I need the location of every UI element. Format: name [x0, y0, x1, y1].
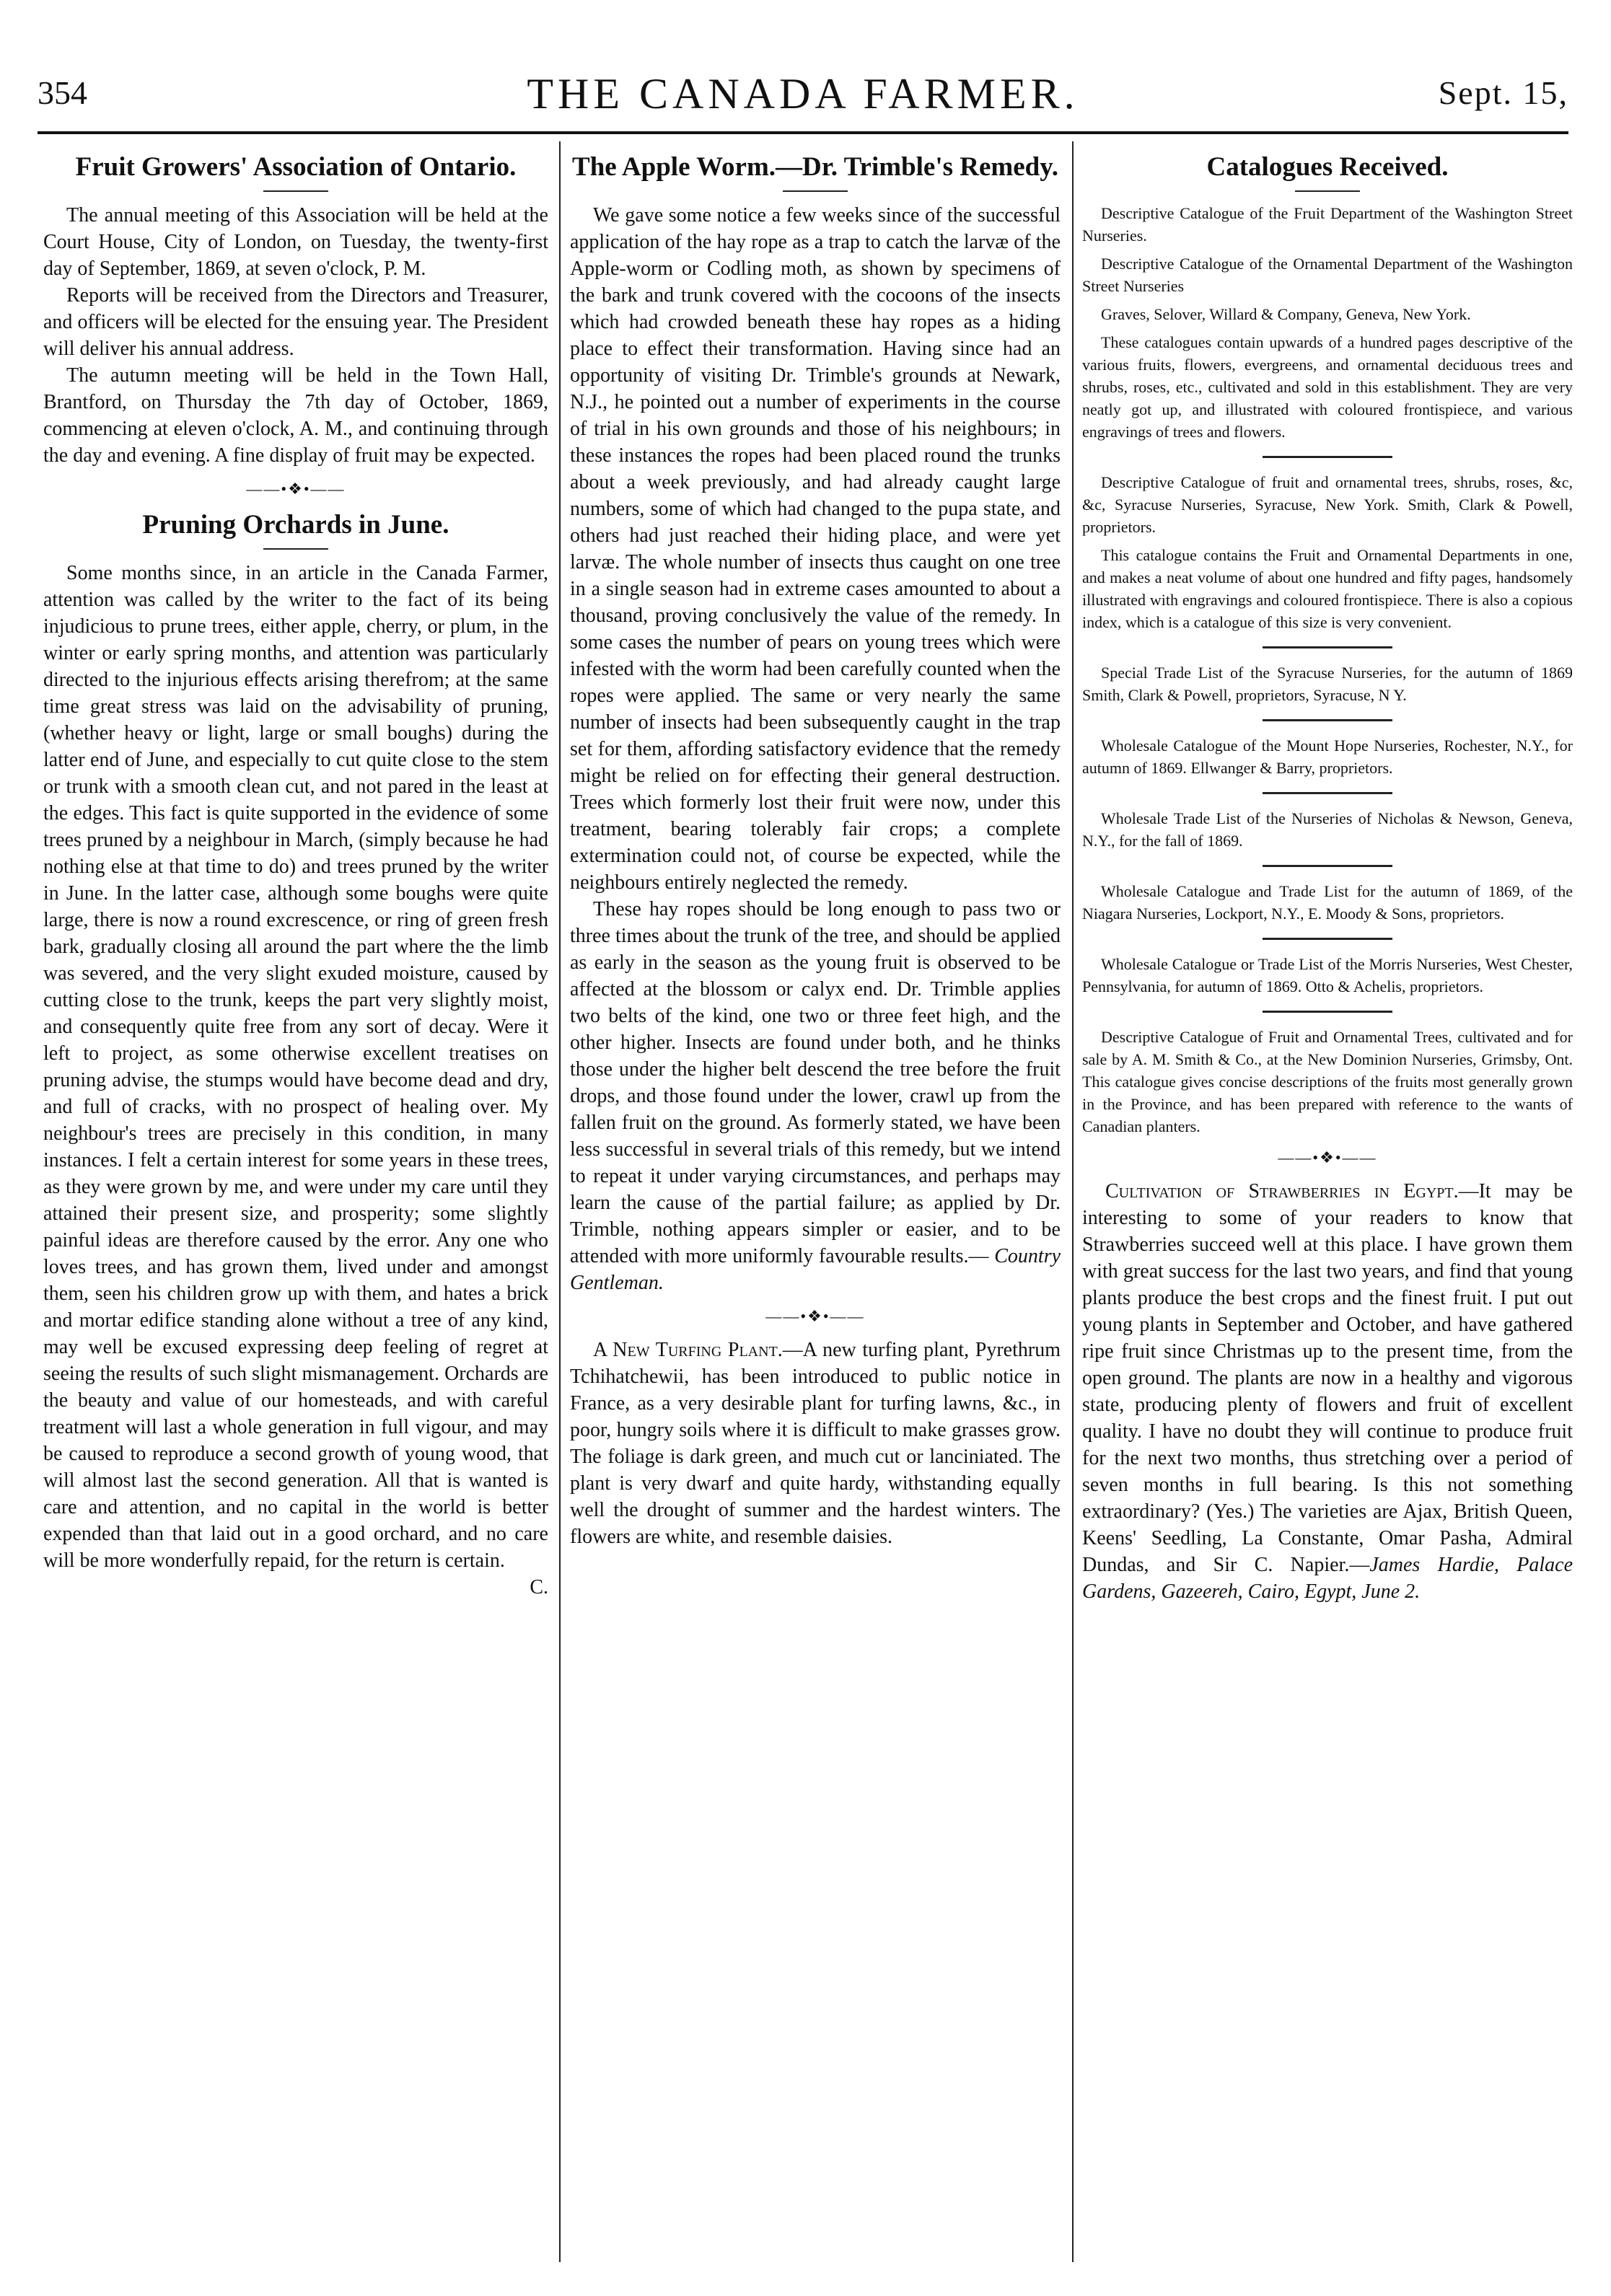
catalogues-heading: Catalogues Received.: [1206, 152, 1449, 182]
column-divider: [559, 141, 561, 2262]
section-ornament: ——•❖•——: [246, 480, 346, 498]
fruit-growers-heading: Fruit Growers' Association of Ontario.: [75, 152, 517, 182]
page-number: 354: [38, 74, 87, 111]
turfing-text: —A new turfing plant, Pyrethrum Tchihatchewii, has been introduced to public notice in France, as a very desirable plant for turfing lawns, &c., in poor, hungry soils where it is difficult to make grasses grow. The foliage is dark green, and much cut or lanciniated. The plant is very dwarf and quite hardy, withstanding equally well the drought of summer and the hardest winters. The flowers are white, and resemble daisies.: [570, 1339, 1061, 1548]
newspaper-title: THE CANADA FARMER.: [527, 70, 1079, 118]
heading-rule: [263, 190, 328, 192]
catalogue-entry: Descriptive Catalogue of the Ornamental Department of the Washington Street Nurseries: [1082, 255, 1573, 295]
catalogue-entry: Wholesale Catalogue or Trade List of the Morris Nurseries, West Chester, Pennsylvania, for autumn of 1869. Otto & Achelis, proprietors.: [1082, 955, 1573, 995]
heading-rule: [783, 190, 848, 192]
catalogue-entry: Descriptive Catalogue of Fruit and Ornamental Trees, cultivated and for sale by A. M. Smith & Co., at the New Dominion Nurseries, Grimsby, Ont. This catalogue gives concise descriptions of the fruits most generally grown in the Province, and has been prepared with reference to the wants of Canadian planters.: [1082, 1028, 1573, 1135]
fruit-growers-paragraph: Reports will be received from the Directors and Treasurer, and officers will be elected for the ensuing year. The President will deliver his annual address.: [43, 284, 548, 360]
strawberries-paragraph: [1082, 1178, 1573, 1605]
apple-worm-paragraph-text: These hay ropes should be long enough to pass two or three times about the trunk of the tree, and should be applied as early in the season as the young fruit is observed to be affected at the blossom or calyx end. Dr. Trimble applies two belts of the kind, one two or three feet high, and the other higher. Insects are found under both, and he thinks those under the higher belt descend the tree before the fruit drops, and those found under the lower, crawl up from the fallen fruit on the ground. As formerly stated, we have been less successful in several trials of this remedy, but we intend to repeat it under varying circumstances, and perhaps may learn the cause of the partial failure; as applied by Dr. Trimble, nothing appears simpler or easier, and to be attended with more uniformly favourable results.—: [570, 898, 1061, 1267]
heading-rule: [263, 548, 328, 550]
column-2: [570, 141, 1061, 2262]
catalogue-entry: Wholesale Catalogue and Trade List for the autumn of 1869, of the Niagara Nurseries, Lockport, N.Y., E. Moody & Sons, proprietors.: [1082, 882, 1573, 923]
section-ornament: ——•❖•——: [1278, 1148, 1377, 1166]
strawberries-lead: Cultivation of Strawberries in Egypt.: [1105, 1180, 1459, 1202]
apple-worm-paragraph: We gave some notice a few weeks since of the successful application of the hay rope as a trap to catch the larvæ of the Apple-worm or Codling moth, as shown by specimens of the bark and trunk covered with the cocoons of the insects which had crowded beneath these hay ropes as a hiding place to effect their transformation. Having since had an opportunity of visiting Dr. Trimble's grounds at Newark, N.J., he pointed out a number of experiments in the course of trial in his own grounds and those of his neighbours; in these instances the ropes had been placed round the trunks about a week previously, and had already caught large numbers, some of which had changed to the pupa state, and others had just reached their hiding place, and were yet larvæ. The whole number of insects thus caught on one tree in a single season had in extreme cases amounted to about a thousand, proving conclusively the value of the remedy. In some cases the number of pears on young trees which were infested with the worm had been carefully counted when the ropes were applied. The same or very nearly the same number of insects had been subsequently caught in the trap set for them, affording satisfactory evidence that the remedy might be relied on for effecting their general destruction. Trees which formerly lost their fruit were now, under this treatment, bearing tolerably fair crops; a complete extermination could not, of course be expected, while the neighbours entirely neglected the remedy.: [570, 204, 1061, 894]
catalogue-rule: [1263, 792, 1392, 794]
catalogue-entry: Wholesale Trade List of the Nurseries of Nicholas & Newson, Geneva, N.Y., for the fall of 1869.: [1082, 809, 1573, 850]
apple-worm-heading: The Apple Worm.—Dr. Trimble's Remedy.: [572, 152, 1058, 182]
column-divider: [1072, 141, 1074, 2262]
catalogue-rule: [1263, 938, 1392, 940]
masthead: [38, 69, 1568, 127]
strawberries-signature: James Hardie, Palace Gardens, Gazeereh, Cairo, Egypt, June 2.: [1082, 1554, 1573, 1603]
column-3: [1082, 141, 1573, 2262]
pruning-signature: C.: [530, 1576, 548, 1598]
strawberries-text: —It may be interesting to some of your readers to know that Strawberries succeed well at this place. I have grown them with great success for the last two years, and find that young plants produce the best crops and the finest fruit. I put out young plants in September and October, and have gathered ripe fruit since Christmas up to the present time, from the open ground. The plants are now in a healthy and vigorous state, producing plenty of flowers and fruit of excellent quality. I have no doubt they will continue to produce fruit for the next two months, thus stretching over a period of seven months in full bearing. Is this not something extraordinary? (Yes.) The varieties are Ajax, British Queen, Keens' Seedling, La Constante, Omar Pasha, Admiral Dundas, and Sir C. Napier.—: [1082, 1180, 1573, 1576]
pruning-paragraph: Some months since, in an article in the Canada Farmer, attention was called by the writer to the fact of its being injudicious to prune trees, either apple, cherry, or plum, in the winter or early spring months, and attention was particularly directed to the injurious effects arising therefrom; at the same time great stress was laid on the advisability of pruning, (whether heavy or light, large or small boughs) during the latter end of June, and especially to cut quite close to the stem or trunk with a smooth clean cut, and not pared in the least at the edges. This fact is quite supported in the evidence of some trees pruned by a neighbour in March, (simply because he had nothing else at that time to do) and trees pruned by the writer in June. In the latter case, although some boughs were quite large, there is now a round excrescence, or ring of green fresh bark, gradually closing all around the part where the the limb was severed, and the very slight exuded moisture, caused by cutting close to the trunk, keeps the part very slightly moist, and consequently quite free from any sort of decay. Were it left to project, as some otherwise excellent treatises on pruning advise, the stumps would have become dead and dry, and full of cracks, with no prospect of healing over. My neighbour's trees are precisely in this condition, in many instances. I felt a certain interest for some years in these trees, as they were grown by me, and were under my care until they attained their present size, and prosperity; some slightly painful ideas are therefore caused by the error. Any one who loves trees, and has grown them, lived under and amongst them, seen his children grow up with them, and hates a brick and mortar edifice standing alone without a tree of any kind, may well be excused expressing deep feeling of regret at seeing the results of such slight mismanagement. Orchards are the beauty and value of our homesteads, and with careful treatment will last a whole generation in full vigour, and may be caused to reproduce a second growth of young wood, that will almost last the second generation. All that is wanted is care and attention, and no capital in the world is better expended than that laid out in a good orchard, and no care will be more wonderfully repaid, for the return is certain.: [43, 562, 548, 1572]
catalogue-rule: [1263, 456, 1392, 458]
turfing-lead: A New Turfing Plant.: [593, 1339, 783, 1361]
catalogue-entry: Descriptive Catalogue of the Fruit Department of the Washington Street Nurseries.: [1082, 204, 1573, 245]
turfing-paragraph: [570, 1337, 1061, 1550]
catalogue-entry: These catalogues contain upwards of a hundred pages descriptive of the various fruits, flowers, evergreens, and ornamental deciduous trees and shrubs, roses, etc., cultivated and sold in this establishment. They are very neatly got up, and illustrated with coloured frontispiece, and various engravings of trees and flowers.: [1082, 333, 1573, 441]
catalogue-rule: [1263, 1011, 1392, 1013]
apple-worm-paragraph: [570, 896, 1061, 1296]
catalogue-entry: Special Trade List of the Syracuse Nurseries, for the autumn of 1869 Smith, Clark & Powell, proprietors, Syracuse, N Y.: [1082, 664, 1573, 704]
heading-rule: [1295, 190, 1360, 192]
catalogue-entry: Graves, Selover, Willard & Company, Geneva, New York.: [1101, 305, 1471, 323]
masthead-rule: [38, 131, 1568, 134]
catalogue-rule: [1263, 719, 1392, 721]
catalogue-rule: [1263, 865, 1392, 867]
catalogue-entry: Descriptive Catalogue of fruit and ornamental trees, shrubs, roses, &c, &c, Syracuse Nurseries, Syracuse, New York. Smith, Clark & Powell, proprietors.: [1082, 473, 1573, 536]
pruning-heading: Pruning Orchards in June.: [142, 510, 449, 540]
issue-date: Sept. 15,: [1438, 74, 1568, 111]
column-1: [43, 141, 548, 2262]
catalogue-rule: [1263, 646, 1392, 648]
apple-worm-source: Country Gentleman.: [570, 1245, 1061, 1294]
catalogue-entry: Wholesale Catalogue of the Mount Hope Nurseries, Rochester, N.Y., for autumn of 1869. Ellwanger & Barry, proprietors.: [1082, 736, 1573, 777]
fruit-growers-paragraph: The annual meeting of this Association will be held at the Court House, City of London, on Tuesday, the twenty-first day of September, 1869, at seven o'clock, P. M.: [43, 204, 548, 280]
section-ornament: ——•❖•——: [765, 1307, 865, 1325]
fruit-growers-paragraph: The autumn meeting will be held in the Town Hall, Brantford, on Thursday the 7th day of October, 1869, commencing at eleven o'clock, A. M., and continuing through the day and evening. A fine display of fruit may be expected.: [43, 364, 548, 467]
catalogue-entry: This catalogue contains the Fruit and Ornamental Departments in one, and makes a neat volume of about one hundred and fifty pages, handsomely illustrated with engravings and coloured frontispiece. There is also a copious index, which is a catalogue of this size is very convenient.: [1082, 546, 1573, 631]
